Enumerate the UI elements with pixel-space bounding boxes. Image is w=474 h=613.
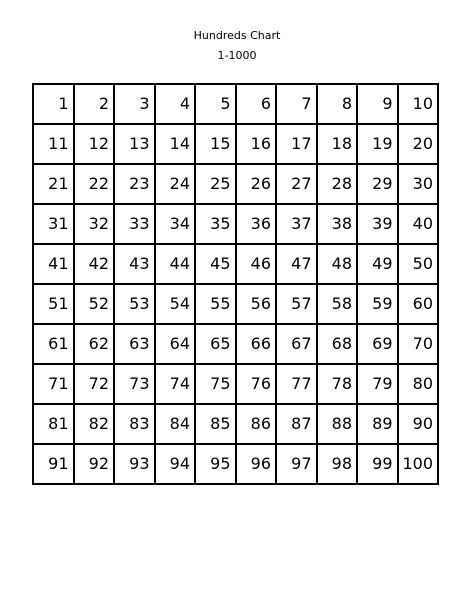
grid-cell: 99 xyxy=(357,444,398,484)
grid-cell: 26 xyxy=(236,164,277,204)
grid-cell: 94 xyxy=(155,444,196,484)
grid-cell: 19 xyxy=(357,124,398,164)
grid-cell: 41 xyxy=(33,244,74,284)
grid-cell: 67 xyxy=(276,324,317,364)
grid-row xyxy=(33,444,438,484)
grid-cell: 1 xyxy=(33,84,74,124)
grid-cell: 92 xyxy=(74,444,115,484)
grid-cell: 35 xyxy=(195,204,236,244)
grid-cell: 3 xyxy=(114,84,155,124)
grid-cell: 68 xyxy=(317,324,358,364)
grid-cell: 93 xyxy=(114,444,155,484)
grid-cell: 14 xyxy=(155,124,196,164)
chart-title: Hundreds Chart xyxy=(193,29,281,42)
grid-cell: 18 xyxy=(317,124,358,164)
grid-cell: 81 xyxy=(33,404,74,444)
grid-row xyxy=(33,364,438,404)
grid-row xyxy=(33,324,438,364)
grid-cell: 88 xyxy=(317,404,358,444)
grid-cell: 8 xyxy=(317,84,358,124)
grid-cell: 56 xyxy=(236,284,277,324)
grid-cell: 80 xyxy=(398,364,439,404)
grid-cell: 79 xyxy=(357,364,398,404)
grid-cell: 23 xyxy=(114,164,155,204)
grid-row xyxy=(33,124,438,164)
grid-cell: 24 xyxy=(155,164,196,204)
grid-cell: 89 xyxy=(357,404,398,444)
grid-cell: 38 xyxy=(317,204,358,244)
grid-cell: 28 xyxy=(317,164,358,204)
grid-cell: 76 xyxy=(236,364,277,404)
grid-cell: 84 xyxy=(155,404,196,444)
grid-cell: 20 xyxy=(398,124,439,164)
grid-cell: 64 xyxy=(155,324,196,364)
grid-cell: 2 xyxy=(74,84,115,124)
grid-cell: 7 xyxy=(276,84,317,124)
grid-cell: 4 xyxy=(155,84,196,124)
grid-cell: 30 xyxy=(398,164,439,204)
grid-cell: 98 xyxy=(317,444,358,484)
grid-cell: 42 xyxy=(74,244,115,284)
grid-cell: 62 xyxy=(74,324,115,364)
grid-cell: 40 xyxy=(398,204,439,244)
grid-cell: 21 xyxy=(33,164,74,204)
grid-cell: 52 xyxy=(74,284,115,324)
grid-cell: 37 xyxy=(276,204,317,244)
grid-row xyxy=(33,284,438,324)
grid-cell: 48 xyxy=(317,244,358,284)
grid-cell: 43 xyxy=(114,244,155,284)
grid-cell: 57 xyxy=(276,284,317,324)
grid-cell: 12 xyxy=(74,124,115,164)
grid-row xyxy=(33,404,438,444)
grid-cell: 45 xyxy=(195,244,236,284)
grid-cell: 10 xyxy=(398,84,439,124)
grid-cell: 44 xyxy=(155,244,196,284)
grid-cell: 33 xyxy=(114,204,155,244)
grid-cell: 85 xyxy=(195,404,236,444)
grid-cell: 34 xyxy=(155,204,196,244)
grid-cell: 97 xyxy=(276,444,317,484)
grid-cell: 100 xyxy=(398,444,439,484)
grid-cell: 25 xyxy=(195,164,236,204)
grid-cell: 5 xyxy=(195,84,236,124)
grid-row xyxy=(33,244,438,284)
grid-cell: 75 xyxy=(195,364,236,404)
grid-cell: 51 xyxy=(33,284,74,324)
grid-cell: 6 xyxy=(236,84,277,124)
grid-cell: 91 xyxy=(33,444,74,484)
grid-cell: 22 xyxy=(74,164,115,204)
grid-row xyxy=(33,164,438,204)
grid-cell: 15 xyxy=(195,124,236,164)
grid-cell: 29 xyxy=(357,164,398,204)
grid-cell: 27 xyxy=(276,164,317,204)
grid-cell: 60 xyxy=(398,284,439,324)
grid-cell: 39 xyxy=(357,204,398,244)
grid-cell: 96 xyxy=(236,444,277,484)
grid-row xyxy=(33,84,438,124)
hundreds-grid xyxy=(32,83,439,485)
grid-cell: 95 xyxy=(195,444,236,484)
grid-cell: 82 xyxy=(74,404,115,444)
grid-cell: 55 xyxy=(195,284,236,324)
grid-cell: 87 xyxy=(276,404,317,444)
grid-cell: 54 xyxy=(155,284,196,324)
chart-range: 1-1000 xyxy=(217,49,257,62)
grid-cell: 46 xyxy=(236,244,277,284)
grid-cell: 83 xyxy=(114,404,155,444)
grid-cell: 50 xyxy=(398,244,439,284)
grid-cell: 70 xyxy=(398,324,439,364)
grid-cell: 77 xyxy=(276,364,317,404)
grid-cell: 86 xyxy=(236,404,277,444)
grid-cell: 63 xyxy=(114,324,155,364)
grid-cell: 53 xyxy=(114,284,155,324)
grid-cell: 59 xyxy=(357,284,398,324)
grid-cell: 65 xyxy=(195,324,236,364)
grid-cell: 58 xyxy=(317,284,358,324)
grid-cell: 9 xyxy=(357,84,398,124)
grid-cell: 66 xyxy=(236,324,277,364)
grid-cell: 71 xyxy=(33,364,74,404)
grid-cell: 49 xyxy=(357,244,398,284)
grid-cell: 61 xyxy=(33,324,74,364)
grid-cell: 47 xyxy=(276,244,317,284)
grid-cell: 36 xyxy=(236,204,277,244)
grid-cell: 32 xyxy=(74,204,115,244)
grid-cell: 16 xyxy=(236,124,277,164)
grid-cell: 31 xyxy=(33,204,74,244)
grid-cell: 13 xyxy=(114,124,155,164)
grid-cell: 72 xyxy=(74,364,115,404)
grid-cell: 90 xyxy=(398,404,439,444)
grid-cell: 73 xyxy=(114,364,155,404)
grid-cell: 78 xyxy=(317,364,358,404)
grid-cell: 69 xyxy=(357,324,398,364)
grid-cell: 11 xyxy=(33,124,74,164)
grid-cell: 17 xyxy=(276,124,317,164)
grid-row xyxy=(33,204,438,244)
grid-body xyxy=(33,84,438,484)
grid-cell: 74 xyxy=(155,364,196,404)
